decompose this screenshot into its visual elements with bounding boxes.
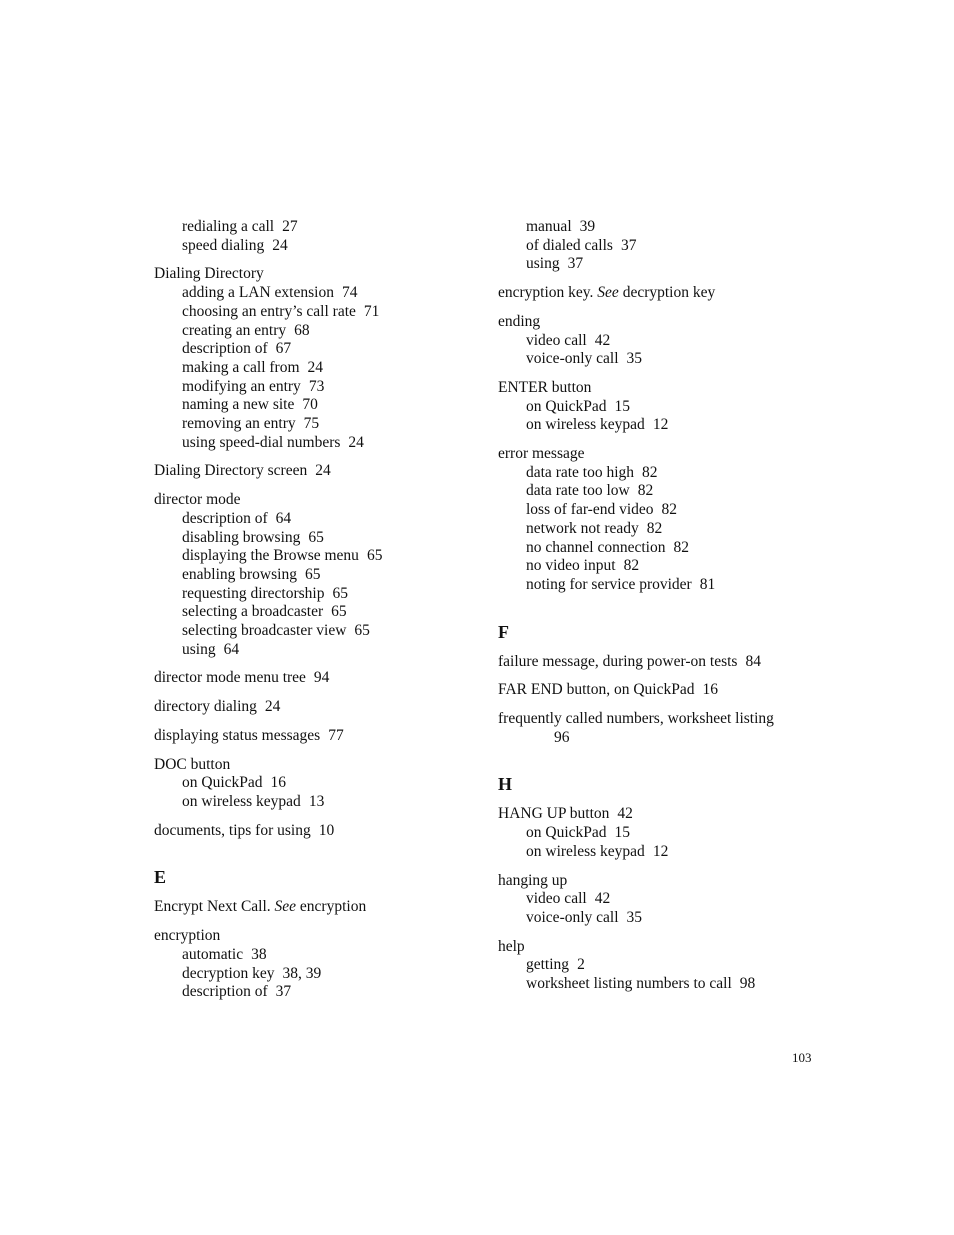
page-reference: 94 xyxy=(313,669,330,687)
subterm-text: displaying the Browse menu xyxy=(182,547,359,565)
index-main-term xyxy=(154,462,474,481)
subterm-text: video call xyxy=(526,890,587,908)
index-subentry xyxy=(498,956,828,975)
index-subentry xyxy=(154,603,474,622)
index-entry xyxy=(498,681,828,700)
subterm-text: voice-only call xyxy=(526,908,619,926)
subterm-text: choosing an entry’s call rate xyxy=(182,302,356,320)
index-entry xyxy=(498,872,828,928)
index-subentry xyxy=(154,218,474,237)
index-subentry xyxy=(498,890,828,909)
subterm-text: no channel connection xyxy=(526,538,666,556)
page-reference: 16 xyxy=(702,681,718,699)
subterm-text: video call xyxy=(526,331,587,349)
term-text: DOC button xyxy=(154,755,231,773)
subterm-text: worksheet listing numbers to call xyxy=(526,975,732,993)
see-reference-label: See xyxy=(597,284,619,302)
page-reference: 74 xyxy=(341,284,358,302)
index-main-term xyxy=(154,927,474,946)
index-entry xyxy=(154,491,474,659)
index-main-term xyxy=(498,313,828,332)
subterm-text: using xyxy=(182,640,216,658)
subterm-text: on QuickPad xyxy=(182,774,263,792)
subterm-text: on wireless keypad xyxy=(526,416,645,434)
index-subentry xyxy=(154,303,474,322)
page-reference: 37 xyxy=(275,983,292,1001)
index-entry xyxy=(154,462,474,481)
index-subentry xyxy=(498,464,828,483)
term-text: displaying status messages xyxy=(154,726,321,744)
term-text: failure message, during power-on tests xyxy=(498,652,738,670)
subterm-text: making a call from xyxy=(182,358,300,376)
index-subentry xyxy=(498,501,828,520)
index-subentry xyxy=(154,622,474,641)
subterm-text: noting for service provider xyxy=(526,575,692,593)
index-entry xyxy=(154,218,474,255)
index-entry xyxy=(498,379,828,435)
index-subentry xyxy=(498,576,828,595)
subterm-text: getting xyxy=(526,956,570,974)
index-entry xyxy=(498,710,828,747)
section-letter: E xyxy=(154,867,167,888)
subterm-text: on QuickPad xyxy=(526,397,607,415)
page-reference: 77 xyxy=(328,726,344,744)
subterm-text: on wireless keypad xyxy=(182,792,301,810)
subterm-text: manual xyxy=(526,218,572,235)
index-subentry xyxy=(498,824,828,843)
term-text: director mode menu tree xyxy=(154,669,306,687)
page-reference: 24 xyxy=(307,358,323,376)
index-subentry xyxy=(498,218,828,237)
index-subentry xyxy=(498,975,828,994)
index-main-term xyxy=(154,756,474,775)
page-reference: 37 xyxy=(567,255,584,273)
term-text: Dialing Directory screen xyxy=(154,462,308,480)
page-reference: 15 xyxy=(614,824,631,842)
see-reference-label: See xyxy=(274,898,297,916)
index-subentry xyxy=(498,237,828,256)
page-reference: 68 xyxy=(294,321,310,339)
page-reference: 24 xyxy=(315,462,331,480)
subterm-text: redialing a call xyxy=(182,218,275,235)
term-text: Dialing Directory xyxy=(154,265,264,283)
subterm-text: data rate too low xyxy=(526,482,630,500)
index-entry xyxy=(498,313,828,369)
subterm-text: using xyxy=(526,255,560,273)
index-subentry xyxy=(498,482,828,501)
subterm-text: naming a new site xyxy=(182,396,295,414)
page-reference: 82 xyxy=(661,501,678,519)
term-text: encryption xyxy=(154,927,221,945)
subterm-text: network not ready xyxy=(526,519,639,537)
index-subentry xyxy=(154,793,474,812)
index-main-term xyxy=(498,872,828,891)
term-text: frequently called numbers, worksheet listing xyxy=(498,710,774,728)
index-entry xyxy=(498,445,828,595)
page-reference: 15 xyxy=(614,397,631,415)
page-reference: 42 xyxy=(594,331,611,349)
page-reference: 24 xyxy=(348,433,364,451)
index-main-term xyxy=(154,669,474,688)
page-reference: 64 xyxy=(275,509,292,527)
index-subentry xyxy=(498,843,828,862)
index-main-term xyxy=(154,898,474,917)
page-reference: 38, 39 xyxy=(282,964,322,982)
index-main-term xyxy=(498,938,828,957)
subterm-text: loss of far-end video xyxy=(526,501,654,519)
term-text: ending xyxy=(498,312,541,330)
index-subentry xyxy=(498,539,828,558)
page-reference: 42 xyxy=(594,890,611,908)
subterm-text: description of xyxy=(182,509,268,527)
subterm-text: removing an entry xyxy=(182,415,296,433)
page-reference: 82 xyxy=(642,463,658,481)
subterm-text: selecting a broadcaster xyxy=(182,603,324,621)
index-entry xyxy=(154,927,474,1002)
term-text: hanging up xyxy=(498,871,568,889)
subterm-text: enabling browsing xyxy=(182,565,297,583)
index-column-right xyxy=(498,218,828,1004)
page-reference: 13 xyxy=(308,792,325,810)
subterm-text: description of xyxy=(182,340,268,358)
subterm-text: on wireless keypad xyxy=(526,842,645,860)
page-reference: 84 xyxy=(745,652,761,670)
page-reference: 10 xyxy=(318,821,335,839)
index-entry xyxy=(154,756,474,812)
index-subentry xyxy=(498,350,828,369)
page-reference: 24 xyxy=(272,236,288,254)
page-reference: 70 xyxy=(302,396,318,414)
page-reference: 12 xyxy=(652,842,669,860)
subterm-text: modifying an entry xyxy=(182,377,301,395)
index-subentry xyxy=(154,322,474,341)
page-reference: 42 xyxy=(617,805,633,823)
index-main-term xyxy=(154,698,474,717)
index-main-term xyxy=(498,710,828,729)
index-subentry xyxy=(154,585,474,604)
index-main-term xyxy=(154,491,474,510)
index-main-term xyxy=(498,681,828,700)
index-subentry xyxy=(154,529,474,548)
index-entry xyxy=(498,653,828,672)
term-text: director mode xyxy=(154,491,241,509)
subterm-text: requesting directorship xyxy=(182,584,325,602)
subterm-text: using speed-dial numbers xyxy=(182,433,341,451)
page-reference-continued: 96 xyxy=(554,728,570,746)
page-reference: 81 xyxy=(699,575,716,593)
page-reference: 38 xyxy=(251,945,267,963)
term-text: encryption key. xyxy=(498,284,594,302)
subterm-text: description of xyxy=(182,983,268,1001)
see-reference-target: encryption xyxy=(299,898,367,916)
index-main-term xyxy=(498,805,828,824)
page-reference: 82 xyxy=(623,557,640,575)
page-reference: 37 xyxy=(620,236,637,254)
index-entry xyxy=(154,265,474,452)
index-entry xyxy=(154,698,474,717)
subterm-text: of dialed calls xyxy=(526,236,613,254)
index-entry xyxy=(498,805,828,861)
index-subentry xyxy=(154,237,474,256)
index-subentry xyxy=(154,566,474,585)
page-reference: 65 xyxy=(304,565,321,583)
index-entry xyxy=(498,938,828,994)
index-entry xyxy=(154,727,474,746)
index-subentry xyxy=(498,557,828,576)
index-entry xyxy=(498,218,828,274)
subterm-text: adding a LAN extension xyxy=(182,284,334,302)
page-reference: 64 xyxy=(223,640,240,658)
page-reference: 82 xyxy=(673,538,689,556)
index-column-left xyxy=(154,218,474,1012)
subterm-text: speed dialing xyxy=(182,236,265,254)
page-reference: 35 xyxy=(626,908,643,926)
index-main-term xyxy=(154,822,474,841)
index-main-term xyxy=(498,284,828,303)
page-reference: 39 xyxy=(579,218,596,235)
index-main-term xyxy=(498,379,828,398)
subterm-text: disabling browsing xyxy=(182,528,301,546)
index-subentry xyxy=(154,284,474,303)
term-text: directory dialing xyxy=(154,698,257,716)
index-main-term xyxy=(498,445,828,464)
page-reference: 73 xyxy=(308,377,325,395)
subterm-text: creating an entry xyxy=(182,321,287,339)
page-reference: 82 xyxy=(646,519,663,537)
page-reference: 67 xyxy=(275,340,292,358)
subterm-text: voice-only call xyxy=(526,350,619,368)
page-reference: 75 xyxy=(303,415,320,433)
index-subentry xyxy=(498,909,828,928)
index-subentry xyxy=(154,965,474,984)
page-reference: 65 xyxy=(308,528,324,546)
index-main-term xyxy=(154,265,474,284)
page-reference: 71 xyxy=(363,302,380,320)
term-text: help xyxy=(498,937,525,955)
index-subentry xyxy=(498,520,828,539)
index-entry xyxy=(154,822,474,841)
page-reference: 82 xyxy=(637,482,654,500)
page-reference: 16 xyxy=(270,774,287,792)
page-reference: 2 xyxy=(577,956,585,974)
subterm-text: automatic xyxy=(182,945,244,963)
page-reference: 98 xyxy=(739,975,756,993)
subterm-text: on QuickPad xyxy=(526,824,607,842)
page-reference: 65 xyxy=(354,622,370,640)
index-subentry xyxy=(154,946,474,965)
index-subentry xyxy=(154,359,474,378)
page-reference: 65 xyxy=(331,603,347,621)
page-reference: 35 xyxy=(626,350,643,368)
index-subentry xyxy=(154,415,474,434)
index-subentry xyxy=(154,434,474,453)
index-subentry xyxy=(154,378,474,397)
index-subentry xyxy=(498,398,828,417)
index-main-term xyxy=(498,653,828,672)
page-reference: 12 xyxy=(652,416,669,434)
index-subentry xyxy=(498,416,828,435)
page-reference: 65 xyxy=(332,584,348,602)
term-text: ENTER button xyxy=(498,378,592,396)
term-text: documents, tips for using xyxy=(154,821,311,839)
page-reference: 27 xyxy=(282,218,298,235)
term-text: HANG UP button xyxy=(498,805,610,823)
index-subentry xyxy=(498,332,828,351)
term-text: FAR END button, on QuickPad xyxy=(498,681,695,699)
index-subentry xyxy=(154,510,474,529)
subterm-text: selecting broadcaster view xyxy=(182,622,347,640)
see-reference-target: decryption key xyxy=(622,284,716,302)
page-reference: 24 xyxy=(264,698,281,716)
index-subentry xyxy=(154,396,474,415)
page-number: 103 xyxy=(792,1050,812,1065)
page-reference: 65 xyxy=(366,547,383,565)
index-entry xyxy=(154,669,474,688)
subterm-text: decryption key xyxy=(182,964,275,982)
term-text: error message xyxy=(498,445,585,463)
index-subentry xyxy=(154,547,474,566)
index-subentry xyxy=(154,641,474,660)
section-letter: F xyxy=(498,621,509,642)
index-subentry xyxy=(498,255,828,274)
subterm-text: no video input xyxy=(526,557,616,575)
index-subentry xyxy=(154,774,474,793)
section-letter: H xyxy=(498,774,513,795)
subterm-text: data rate too high xyxy=(526,463,635,481)
index-entry xyxy=(154,898,474,917)
index-subentry xyxy=(154,340,474,359)
index-subentry xyxy=(154,983,474,1002)
term-text: Encrypt Next Call. xyxy=(154,898,271,916)
index-main-term xyxy=(154,727,474,746)
index-entry xyxy=(498,284,828,303)
